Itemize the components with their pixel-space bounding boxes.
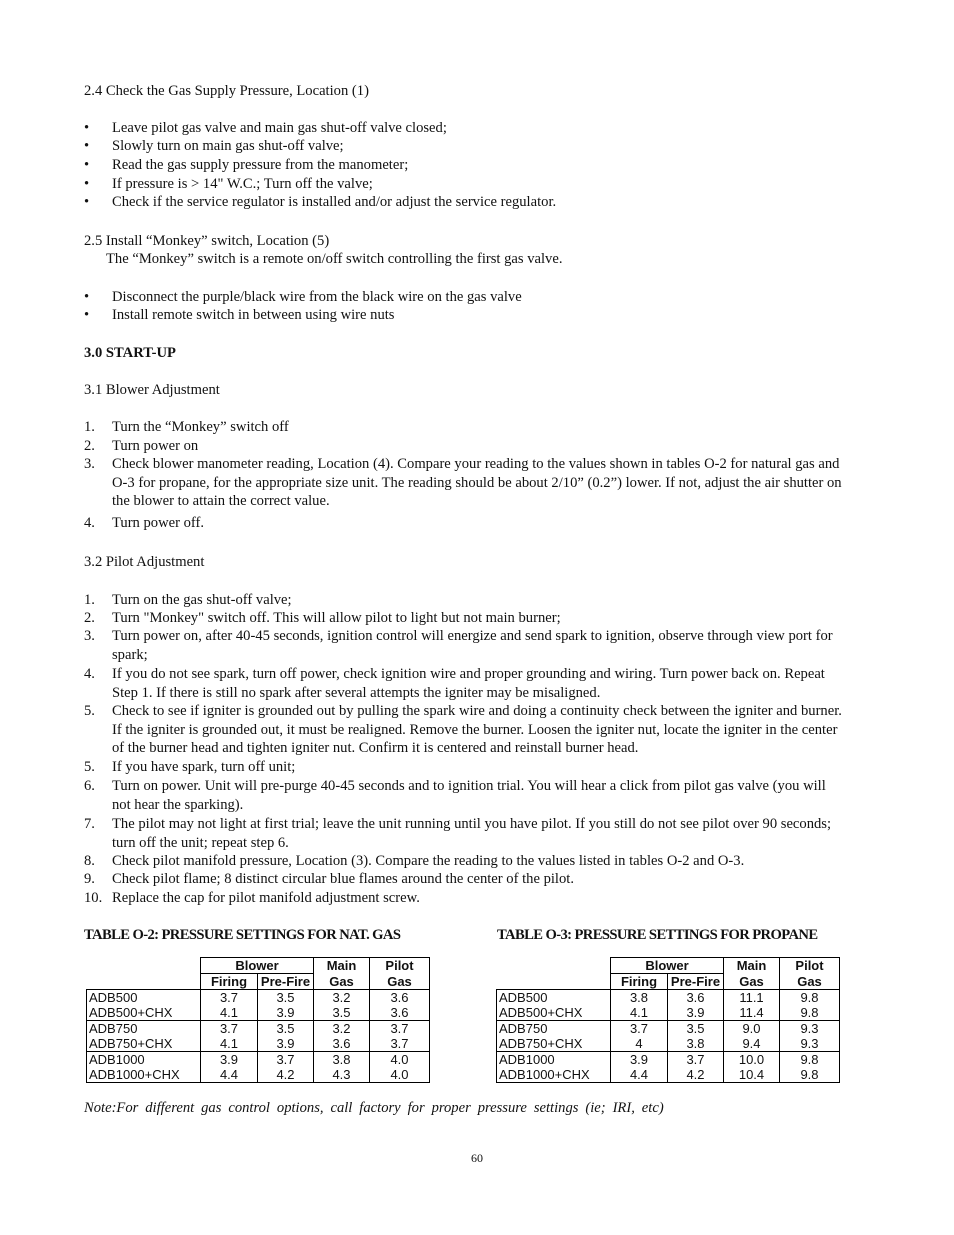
col-header-main-gas: Gas [724,974,780,990]
value-cell: 9.8 [780,1067,840,1083]
value-cell: 3.9 [611,1052,668,1068]
value-cell: 3.9 [258,1005,314,1021]
table-row [497,990,840,1006]
bullet-marker: • [84,307,90,323]
value-cell: 4.3 [314,1067,370,1083]
section-3-2-step [84,777,844,814]
bullet-text: Check if the service regulator is installed and/or adjust the service regulator. [112,194,557,210]
table-corner-blank [87,958,201,974]
bullet-text: Slowly turn on main gas shut-off valve; [112,138,344,154]
step-number: 4. [84,666,95,682]
col-header-firing: Firing [611,974,668,990]
step-number: 6. [84,778,95,794]
value-cell: 11.1 [724,990,780,1006]
footnote: Note:For different gas control options, call factory for proper pressure settings (ie; IRI, etc) [84,1100,664,1116]
section-2-5-heading: 2.5 Install “Monkey” switch, Location (5) [84,233,330,249]
value-cell: 3.5 [258,1021,314,1037]
section-3-2-step [84,609,844,628]
col-header-blower: Blower [611,958,724,974]
value-cell: 3.7 [370,1036,430,1052]
model-cell: ADB1000+CHX [497,1067,611,1083]
section-3-1-step [84,455,844,511]
step-text: The pilot may not light at first trial; leave the unit running until you have pilot. If you still do not see pilot over 90 seconds; turn off the unit; repeat step 6. [112,816,832,851]
table-row [87,1052,430,1068]
section-3-2-step [84,702,844,758]
table-row [87,1005,430,1021]
value-cell: 3.6 [668,990,724,1006]
model-cell: ADB750 [497,1021,611,1037]
value-cell: 4.2 [668,1067,724,1083]
section-3-1-step [84,514,844,533]
value-cell: 3.8 [314,1052,370,1068]
table-row [497,1005,840,1021]
value-cell: 3.7 [258,1052,314,1068]
section-2-4-item [84,175,844,194]
section-2-4-heading: 2.4 Check the Gas Supply Pressure, Location (1) [84,83,369,99]
table-row [87,1021,430,1037]
bullet-marker: • [84,120,90,136]
section-3-2-step [84,852,844,871]
section-2-5-item [84,306,844,325]
section-2-4-item [84,156,844,175]
value-cell: 3.2 [314,1021,370,1037]
model-cell: ADB1000 [497,1052,611,1068]
table-o2 [86,957,430,1083]
model-cell: ADB500+CHX [497,1005,611,1021]
section-3-1-step [84,418,844,437]
bullet-text: Leave pilot gas valve and main gas shut-off valve closed; [112,120,447,136]
section-3-2-heading: 3.2 Pilot Adjustment [84,554,205,570]
step-text: Check pilot manifold pressure, Location (3). Compare the reading to the values listed in tables O-2 and O-3. [112,853,745,869]
step-text: Turn power on [112,438,199,454]
value-cell: 9.3 [780,1036,840,1052]
bullet-marker: • [84,176,90,192]
section-3-1-step [84,437,844,456]
value-cell: 3.9 [668,1005,724,1021]
section-3-2-step [84,815,844,852]
col-header-main: Main [314,958,370,974]
value-cell: 9.8 [780,990,840,1006]
value-cell: 3.7 [668,1052,724,1068]
value-cell: 4.1 [201,1005,258,1021]
table-row [497,1036,840,1052]
section-2-4-item [84,137,844,156]
step-text: Turn the “Monkey” switch off [112,419,289,435]
section-3-2-step [84,591,844,610]
section-3-2-step [84,665,844,702]
step-number: 5. [84,703,95,719]
table-row [87,990,430,1006]
value-cell: 9.3 [780,1021,840,1037]
section-3-2-step [84,758,844,777]
col-header-blower: Blower [201,958,314,974]
value-cell: 3.6 [370,1005,430,1021]
value-cell: 3.5 [314,1005,370,1021]
section-2-5-description: The “Monkey” switch is a remote on/off switch controlling the first gas valve. [106,251,563,267]
step-number: 2. [84,610,95,626]
step-text: If you do not see spark, turn off power, check ignition wire and proper grounding and wiring. Turn power back on. Repeat Step 1. If there is still no spark after several attempts the igniter may be misaligned. [112,666,825,701]
col-header-main: Main [724,958,780,974]
value-cell: 4.1 [611,1005,668,1021]
model-cell: ADB1000+CHX [87,1067,201,1083]
step-text: Turn on power. Unit will pre-purge 40-45 seconds and to ignition trial. You will hear a click from pilot gas valve (you will not hear the sparking). [112,778,826,813]
value-cell: 9.4 [724,1036,780,1052]
step-text: Turn on the gas shut-off valve; [112,592,292,608]
step-number: 9. [84,871,95,887]
step-text: Turn power off. [112,515,205,531]
value-cell: 4.2 [258,1067,314,1083]
page-number: 60 [471,1151,483,1165]
value-cell: 3.9 [258,1036,314,1052]
step-number: 4. [84,515,95,531]
step-number: 8. [84,853,95,869]
step-text: Turn power on, after 40-45 seconds, ignition control will energize and send spark to ignition, observe through view port for spark; [112,628,833,663]
table-o2-caption: TABLE O-2: PRESSURE SETTINGS FOR NAT. GAS [84,927,401,943]
model-cell: ADB750 [87,1021,201,1037]
step-text: Turn "Monkey" switch off. This will allow pilot to light but not main burner; [112,610,561,626]
bullet-text: If pressure is > 14" W.C.; Turn off the valve; [112,176,373,192]
value-cell: 3.5 [668,1021,724,1037]
table-corner-blank [87,974,201,990]
table-corner-blank [497,974,611,990]
value-cell: 3.6 [370,990,430,1006]
value-cell: 4.1 [201,1036,258,1052]
section-3-2-step [84,889,844,908]
value-cell: 9.0 [724,1021,780,1037]
section-3-1-heading: 3.1 Blower Adjustment [84,382,220,398]
step-text: If you have spark, turn off unit; [112,759,296,775]
value-cell: 4.4 [201,1067,258,1083]
col-header-prefire: Pre-Fire [258,974,314,990]
step-number: 5. [84,759,95,775]
col-header-firing: Firing [201,974,258,990]
col-header-pilot: Pilot [370,958,430,974]
table-row [87,1067,430,1083]
col-header-pilot: Pilot [780,958,840,974]
table-corner-blank [497,958,611,974]
model-cell: ADB500+CHX [87,1005,201,1021]
value-cell: 3.7 [201,990,258,1006]
table-row [87,1036,430,1052]
step-number: 2. [84,438,95,454]
step-text: Check to see if igniter is grounded out by pulling the spark wire and doing a continuity check between the igniter and burner. If the igniter is grounded out, it must be realigned. Remove the burner. Loosen the igniter nut, locate the igniter in the center of the burner head and tighten igniter nut. Confirm it is centered and reinstall burner head. [112,703,842,757]
value-cell: 11.4 [724,1005,780,1021]
value-cell: 9.8 [780,1005,840,1021]
step-text: Replace the cap for pilot manifold adjustment screw. [112,890,420,906]
value-cell: 3.9 [201,1052,258,1068]
bullet-marker: • [84,157,90,173]
section-3-0-heading: 3.0 START-UP [84,345,176,361]
table-row [497,1021,840,1037]
value-cell: 3.8 [668,1036,724,1052]
value-cell: 4.4 [611,1067,668,1083]
step-text: Check blower manometer reading, Location (4). Compare your reading to the values shown in tables O-2 for natural gas and O-3 for propane, for the appropriate size unit. The reading should be about 2/10” (0.2”) lower. If not, adjust the air shutter on the blower to attain the correct value. [112,456,842,510]
bullet-text: Read the gas supply pressure from the manometer; [112,157,409,173]
model-cell: ADB500 [497,990,611,1006]
section-2-4-item [84,119,844,138]
col-header-prefire: Pre-Fire [668,974,724,990]
table-o3 [496,957,840,1083]
bullet-marker: • [84,138,90,154]
value-cell: 10.4 [724,1067,780,1083]
section-2-5-item [84,288,844,307]
value-cell: 3.6 [314,1036,370,1052]
col-header-pilot-gas: Gas [370,974,430,990]
value-cell: 10.0 [724,1052,780,1068]
model-cell: ADB1000 [87,1052,201,1068]
value-cell: 4.0 [370,1052,430,1068]
step-number: 1. [84,592,95,608]
model-cell: ADB750+CHX [497,1036,611,1052]
col-header-pilot-gas: Gas [780,974,840,990]
model-cell: ADB750+CHX [87,1036,201,1052]
col-header-main-gas: Gas [314,974,370,990]
section-3-2-step [84,870,844,889]
section-3-2-step [84,627,844,664]
section-2-4-item [84,193,844,212]
value-cell: 3.7 [611,1021,668,1037]
bullet-text: Install remote switch in between using wire nuts [112,307,395,323]
bullet-marker: • [84,289,90,305]
table-row [497,1052,840,1068]
step-number: 7. [84,816,95,832]
value-cell: 3.7 [201,1021,258,1037]
model-cell: ADB500 [87,990,201,1006]
bullet-text: Disconnect the purple/black wire from the black wire on the gas valve [112,289,522,305]
step-number: 3. [84,456,95,472]
step-text: Check pilot flame; 8 distinct circular blue flames around the center of the pilot. [112,871,574,887]
value-cell: 3.5 [258,990,314,1006]
value-cell: 4.0 [370,1067,430,1083]
bullet-marker: • [84,194,90,210]
step-number: 1. [84,419,95,435]
value-cell: 9.8 [780,1052,840,1068]
value-cell: 4 [611,1036,668,1052]
table-o3-caption: TABLE O-3: PRESSURE SETTINGS FOR PROPANE [497,927,818,943]
value-cell: 3.7 [370,1021,430,1037]
step-number: 3. [84,628,95,644]
step-number: 10. [84,890,103,906]
value-cell: 3.2 [314,990,370,1006]
value-cell: 3.8 [611,990,668,1006]
table-row [497,1067,840,1083]
